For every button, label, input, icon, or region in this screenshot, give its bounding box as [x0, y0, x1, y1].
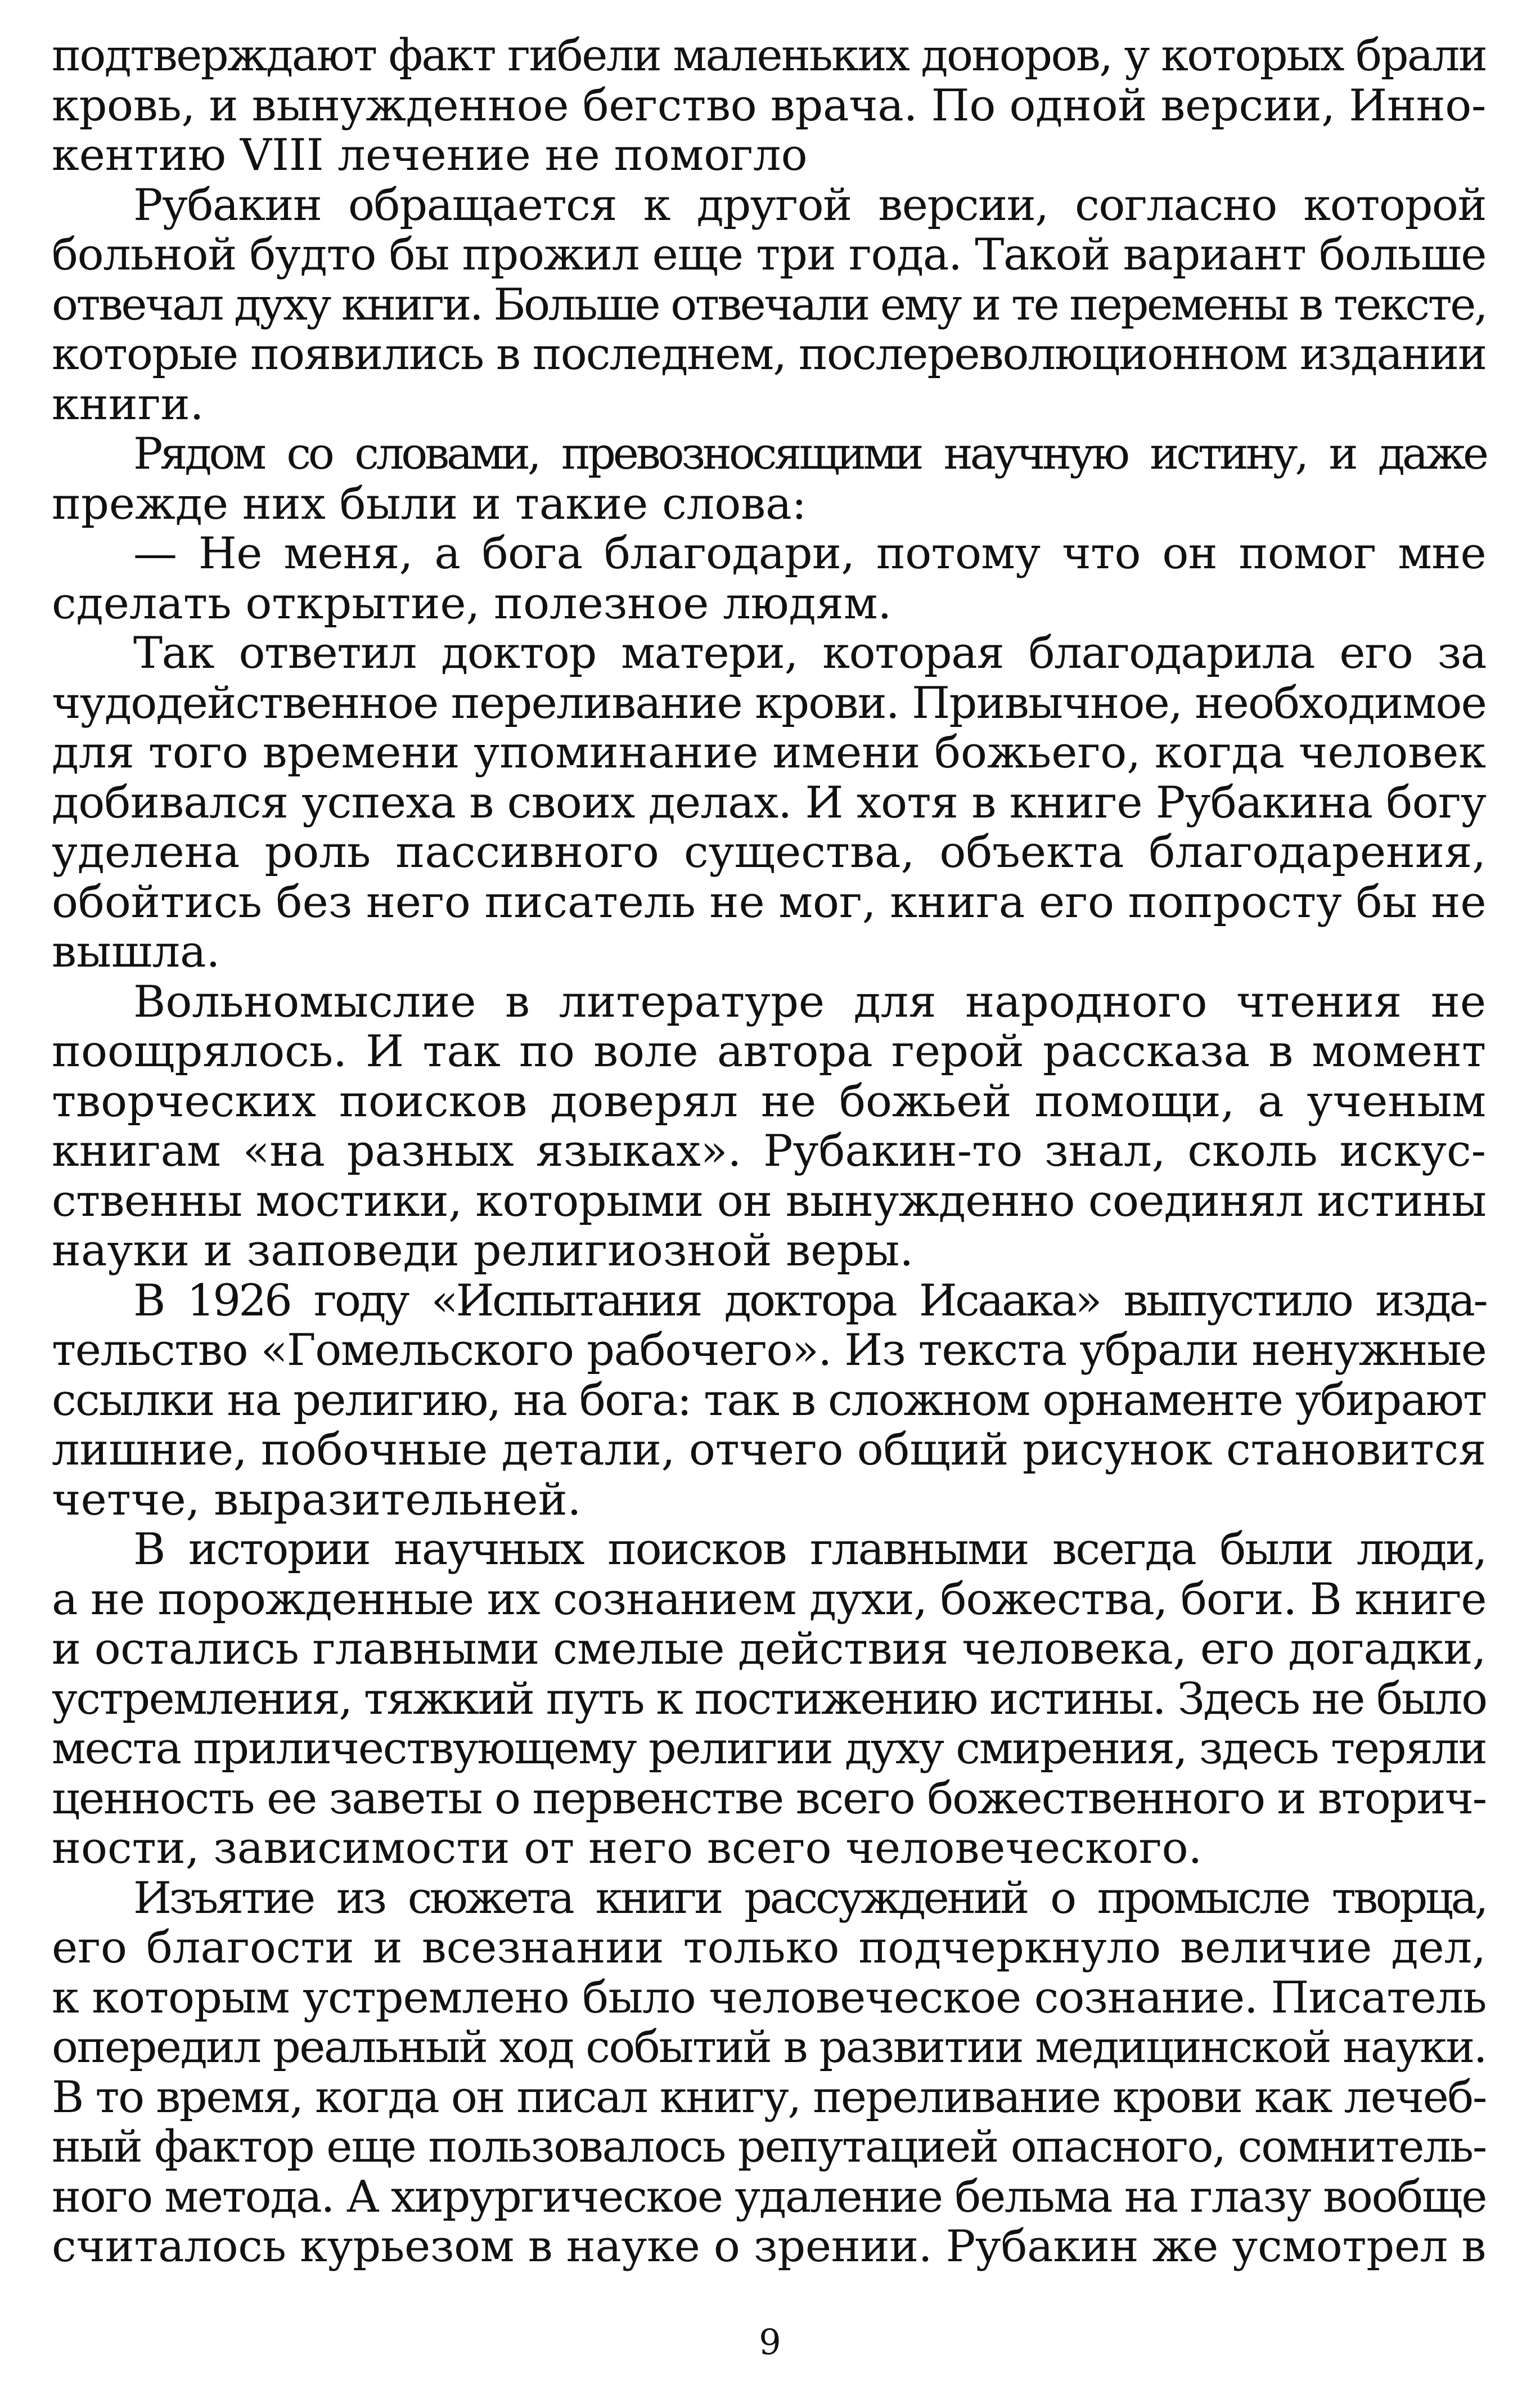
text-line: и остались главными смелые действия человека, его догадки,: [52, 1624, 1486, 1674]
text-line: ценность ее заветы о первенстве всего божественного и вторич-: [52, 1773, 1486, 1824]
text-line: отвечал духу книги. Больше отвечали ему и те перемены в тексте,: [52, 279, 1486, 330]
text-line: Вольномыслие в литературе для народного чтения не: [133, 976, 1486, 1027]
text-line: — Не меня, а бога благодари, потому что он помог мне: [133, 528, 1486, 579]
text-line: книги.: [52, 379, 204, 430]
text-line: обойтись без него писатель не мог, книга его попросту бы не: [52, 877, 1487, 928]
text-line: ности, зависимости от него всего человеческого.: [52, 1823, 1203, 1874]
text-line: В то время, когда он писал книгу, переливание крови как лечеб-: [52, 2072, 1486, 2123]
text-line: кровь, и вынужденное бегство врача. По одной версии, Инно-: [52, 80, 1486, 131]
text-line: лишние, побочные детали, отчего общий рисунок становится: [52, 1425, 1487, 1475]
text-line: Изъятие из сюжета книги рассуждений о промысле творца,: [133, 1872, 1486, 1924]
text-line: В истории научных поисков главными всегда были люди,: [133, 1524, 1486, 1575]
text-line: тельство «Гомельского рабочего». Из текста убрали ненужные: [52, 1325, 1487, 1376]
page-body: [52, 31, 1486, 2272]
text-line: к которым устремлено было человеческое сознание. Писатель: [52, 1972, 1487, 2023]
text-line: места приличествующему религии духу смирения, здесь теряли: [52, 1723, 1487, 1774]
text-line: Так ответил доктор матери, которая благодарила его за: [133, 628, 1486, 679]
text-line: В 1926 году «Испытания доктора Исаака» выпустило изда-: [133, 1275, 1486, 1326]
text-line: для того времени упоминание имени божьего, когда человек: [52, 727, 1486, 778]
text-line: поощрялось. И так по воле автора герой рассказа в момент: [52, 1026, 1486, 1077]
text-line: прежде них были и такие слова:: [52, 478, 807, 529]
text-line: больной будто бы прожил еще три года. Такой вариант больше: [52, 230, 1487, 280]
text-line: подтверждают факт гибели маленьких доноров, у которых брали: [52, 30, 1487, 81]
text-line: ного метода. А хирургическое удаление бельма на глазу вообще: [52, 2171, 1487, 2222]
text-line: добивался успеха в своих делах. И хотя в книге Рубакина богу: [52, 777, 1487, 828]
text-line: ссылки на религию, на бога: так в сложном орнаменте убирают: [52, 1375, 1487, 1426]
text-line: устремления, тяжкий путь к постижению истины. Здесь не было: [52, 1673, 1487, 1724]
text-line: считалось курьезом в науке о зрении. Рубакин же усмотрел в: [52, 2221, 1487, 2272]
text-line: Рубакин обращается к другой версии, согласно которой: [133, 179, 1486, 231]
text-line: которые появились в последнем, послереволюционном издании: [52, 329, 1487, 380]
text-line: творческих поисков доверял не божьей помощи, а ученым: [52, 1076, 1486, 1127]
text-line: опередил реальный ход событий в развитии медицинской науки.: [52, 2022, 1486, 2073]
text-line: его благости и всезнании только подчеркнуло величие дел,: [52, 1923, 1486, 1973]
text-line: а не порожденные их сознанием духи, божества, боги. В книге: [52, 1574, 1487, 1625]
text-line: чудодейственное переливание крови. Привычное, необходимое: [52, 677, 1486, 729]
text-line: науки и заповеди религиозной веры.: [52, 1225, 914, 1276]
text-line: уделена роль пассивного существа, объекта благодарения,: [52, 827, 1486, 878]
text-line: ный фактор еще пользовалось репутацией опасного, сомнитель-: [52, 2122, 1487, 2172]
text-line: книгам «на разных языках». Рубакин-то знал, сколь искус-: [52, 1126, 1486, 1176]
text-line: вышла.: [52, 927, 220, 977]
text-line: четче, выразительней.: [52, 1474, 582, 1525]
body-text: [52, 31, 1486, 2272]
text-line: кентию VIII лечение не помогло: [52, 130, 808, 181]
text-line: Рядом со словами, превозносящими научную истину, и даже: [133, 429, 1486, 479]
text-line: ственны мостики, которыми он вынужденно соединял истины: [52, 1175, 1487, 1227]
text-line: сделать открытие, полезное людям.: [52, 578, 892, 629]
page-number: 9: [759, 2321, 781, 2362]
